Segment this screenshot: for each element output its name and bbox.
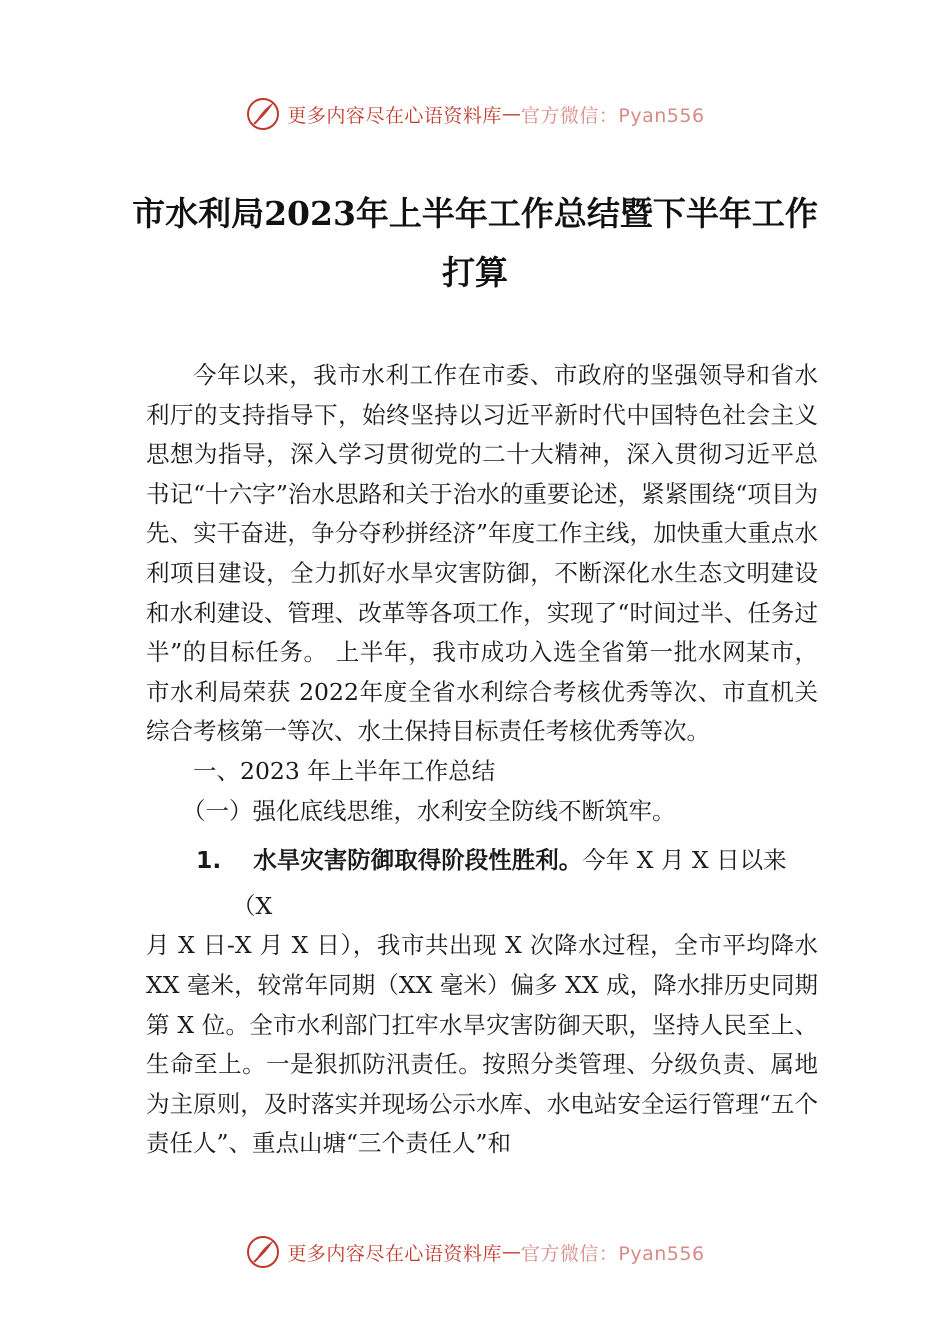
point-1: [146, 841, 818, 881]
point-heading: 水旱灾害防御取得阶段性胜利。: [253, 846, 583, 875]
point-text: 今年 X 月 X 日以来: [582, 846, 787, 875]
subsection-heading: （一）强化底线思维，水利安全防线不断筑牢。: [182, 796, 676, 825]
watermark-text: 更多内容尽在心语资料库: [287, 1242, 502, 1265]
watermark-contact: 官方微信：Pyan556: [520, 1242, 705, 1265]
quill-logo-icon: [245, 96, 281, 132]
continuation-paragraph: 月 X 日-X 月 X 日），我市共出现 X 次降水过程，全市平均降水 XX 毫米，较常年同期（XX 毫米）偏多 XX 成，降水排历史同期第 X 位。全市水利部门扛牢水旱灾害防御天职，坚持人民至上、生命至上。一是狠抓防汛责任。按照分类管理、分级负责、属地为主原则，及时落实并现场公示水库、水电站安全运行管理“五个责任人”、重点山塘“三个责任人”和: [146, 931, 818, 1158]
point-number: 1.: [196, 846, 222, 875]
watermark-separator: —: [501, 1241, 521, 1263]
section-heading: 一、2023 年上半年工作总结: [193, 756, 496, 785]
document-title: 市水利局2023年上半年工作总结暨下半年工作打算: [132, 194, 818, 292]
paren-line: （X: [232, 891, 273, 920]
watermark-footer: [0, 1232, 950, 1272]
document-body: [146, 356, 818, 1164]
watermark-text: 更多内容尽在心语资料库: [287, 104, 502, 127]
watermark-contact: 官方微信：Pyan556: [520, 104, 705, 127]
intro-paragraph: 今年以来，我市水利工作在市委、市政府的坚强领导和省水利厅的支持指导下，始终坚持以习近平新时代中国特色社会主义思想为指导，深入学习贯彻党的二十大精神，深入贯彻习近平总书记“十六字”治水思路和关于治水的重要论述，紧紧围绕“项目为先、实干奋进，争分夺秒拼经济”年度工作主线，加快重大重点水利项目建设，全力抓好水旱灾害防御，不断深化水生态文明建设和水利建设、管理、改革等各项工作，实现了“时间过半、任务过半”的目标任务。 上半年，我市成功入选全省第一批水网某市，市水利局荣获 2022年度全省水利综合考核优秀等次、市直机关综合考核第一等次、水土保持目标责任考核优秀等次。: [146, 361, 818, 746]
watermark-header: [0, 94, 950, 134]
quill-logo-icon: [245, 1234, 281, 1270]
watermark-separator: —: [501, 103, 521, 125]
